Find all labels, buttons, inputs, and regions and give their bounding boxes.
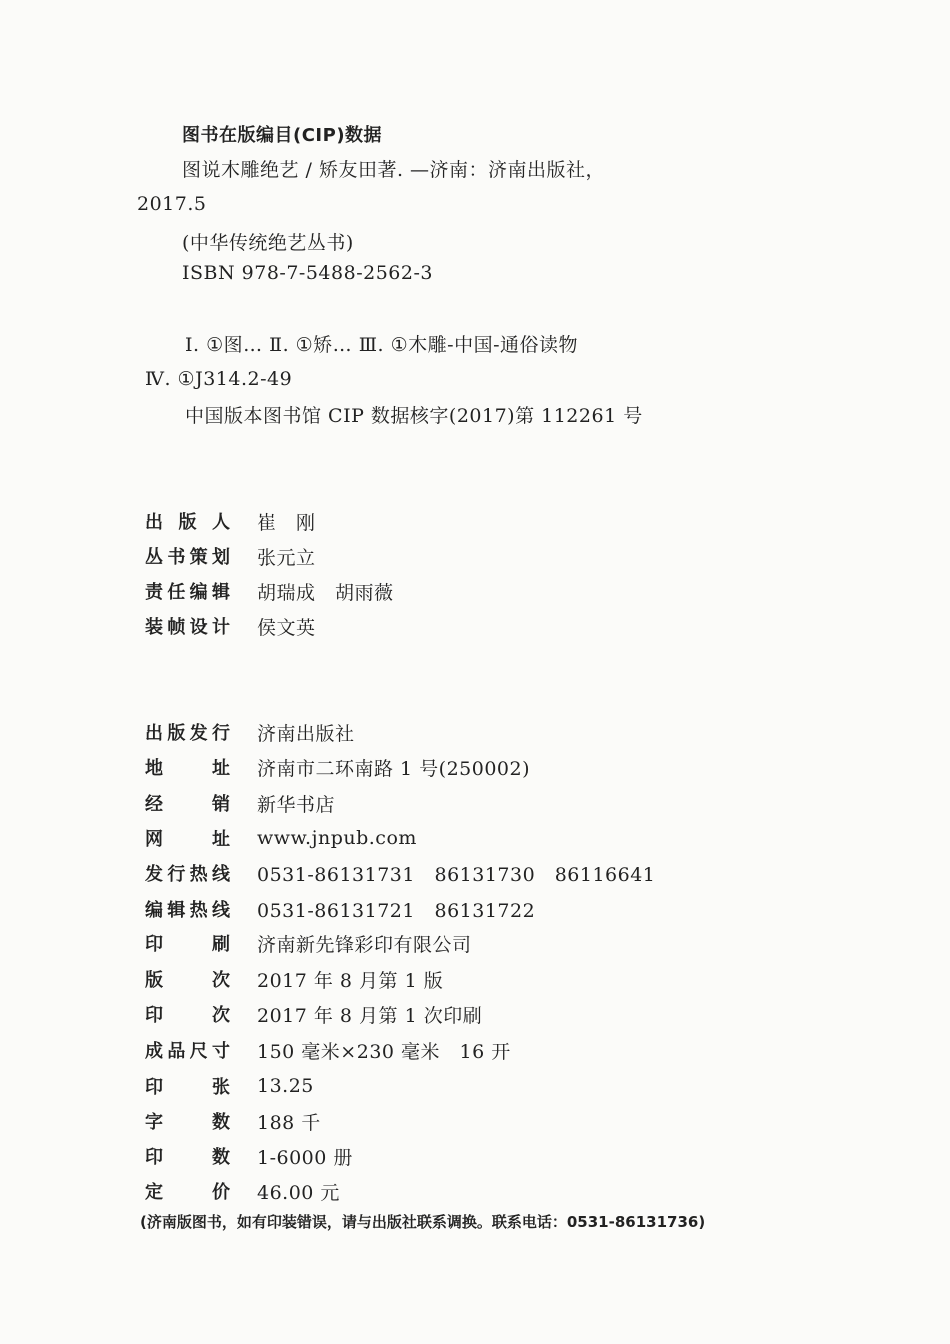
- row-value: 188 千: [257, 1111, 321, 1134]
- detail-row: [145, 1071, 314, 1101]
- row-value: 济南市二环南路 1 号(250002): [257, 757, 531, 780]
- row-value: 2017 年 8 月第 1 版: [257, 969, 444, 992]
- row-label: 印 张: [145, 1077, 230, 1098]
- row-value: 150 毫米×230 毫米 16 开: [257, 1040, 511, 1063]
- detail-row: [145, 717, 355, 747]
- detail-row: [145, 1035, 511, 1065]
- row-label: 编 辑 热 线: [145, 900, 230, 921]
- cip-record-line: 中国版本图书馆 CIP 数据核字(2017)第 112261 号: [185, 405, 643, 427]
- row-value: 13.25: [257, 1075, 314, 1097]
- row-label: 字 数: [145, 1112, 230, 1133]
- website-value: www.jnpub.com: [257, 827, 417, 849]
- row-value: 0531-86131731 86131730 86116641: [257, 863, 656, 886]
- staff-row: [145, 611, 316, 641]
- row-label: 出 版 人: [145, 512, 230, 533]
- staff-row: [145, 506, 316, 536]
- row-label: 印 刷: [145, 934, 230, 955]
- detail-row: [145, 1141, 353, 1171]
- detail-row: [145, 1106, 321, 1136]
- row-value: 济南新先锋彩印有限公司: [257, 933, 472, 956]
- row-label: 印 数: [145, 1147, 230, 1168]
- row-value: 崔 刚: [257, 511, 316, 534]
- cip-date-line: 2017.5: [137, 193, 207, 215]
- row-label: 定 价: [145, 1182, 230, 1203]
- detail-row: [145, 752, 530, 782]
- detail-row: [145, 894, 535, 924]
- cip-classification-line-2: Ⅳ. ①J314.2-49: [145, 368, 293, 390]
- row-label: 装 帧 设 计: [145, 617, 230, 638]
- staff-row: [145, 541, 316, 571]
- row-label: 经 销: [145, 794, 230, 815]
- row-value: 0531-86131721 86131722: [257, 899, 536, 922]
- row-value: 1-6000 册: [257, 1146, 353, 1169]
- cip-series-line: (中华传统绝艺丛书): [182, 232, 354, 254]
- row-label: 地 址: [145, 758, 230, 779]
- detail-row: [145, 858, 655, 888]
- cip-title-line: 图说木雕绝艺 / 矫友田著. —济南：济南出版社，: [182, 159, 606, 181]
- detail-row: [145, 788, 335, 818]
- row-label: 责 任 编 辑: [145, 582, 230, 603]
- price-value: 46.00 元: [257, 1181, 340, 1204]
- row-label: 发 行 热 线: [145, 864, 230, 885]
- staff-row: [145, 576, 394, 606]
- detail-row: [145, 999, 482, 1029]
- cip-classification-line-1: Ⅰ. ①图… Ⅱ. ①矫… Ⅲ. ①木雕-中国-通俗读物: [185, 334, 578, 356]
- contact-note: (济南版图书，如有印装错误，请与出版社联系调换。联系电话：0531-86131736): [140, 1213, 706, 1231]
- row-label: 版 次: [145, 970, 230, 991]
- row-value: 胡瑞成 胡雨薇: [257, 581, 394, 604]
- row-value: 侯文英: [257, 616, 316, 639]
- row-label: 印 次: [145, 1005, 230, 1026]
- row-value: 2017 年 8 月第 1 次印刷: [257, 1004, 483, 1027]
- row-value: 济南出版社: [257, 722, 355, 745]
- row-label: 丛 书 策 划: [145, 547, 230, 568]
- cip-isbn-line: ISBN 978-7-5488-2562-3: [182, 262, 433, 284]
- row-label: 网 址: [145, 829, 230, 850]
- detail-row: [145, 928, 472, 958]
- detail-row: [145, 964, 443, 994]
- detail-row: [145, 823, 417, 853]
- row-value: 新华书店: [257, 793, 336, 816]
- detail-row: [145, 1176, 340, 1206]
- row-label: 出 版 发 行: [145, 723, 230, 744]
- row-value: 张元立: [257, 546, 316, 569]
- cip-heading: 图书在版编目(CIP)数据: [182, 125, 383, 146]
- row-label: 成 品 尺 寸: [145, 1041, 230, 1062]
